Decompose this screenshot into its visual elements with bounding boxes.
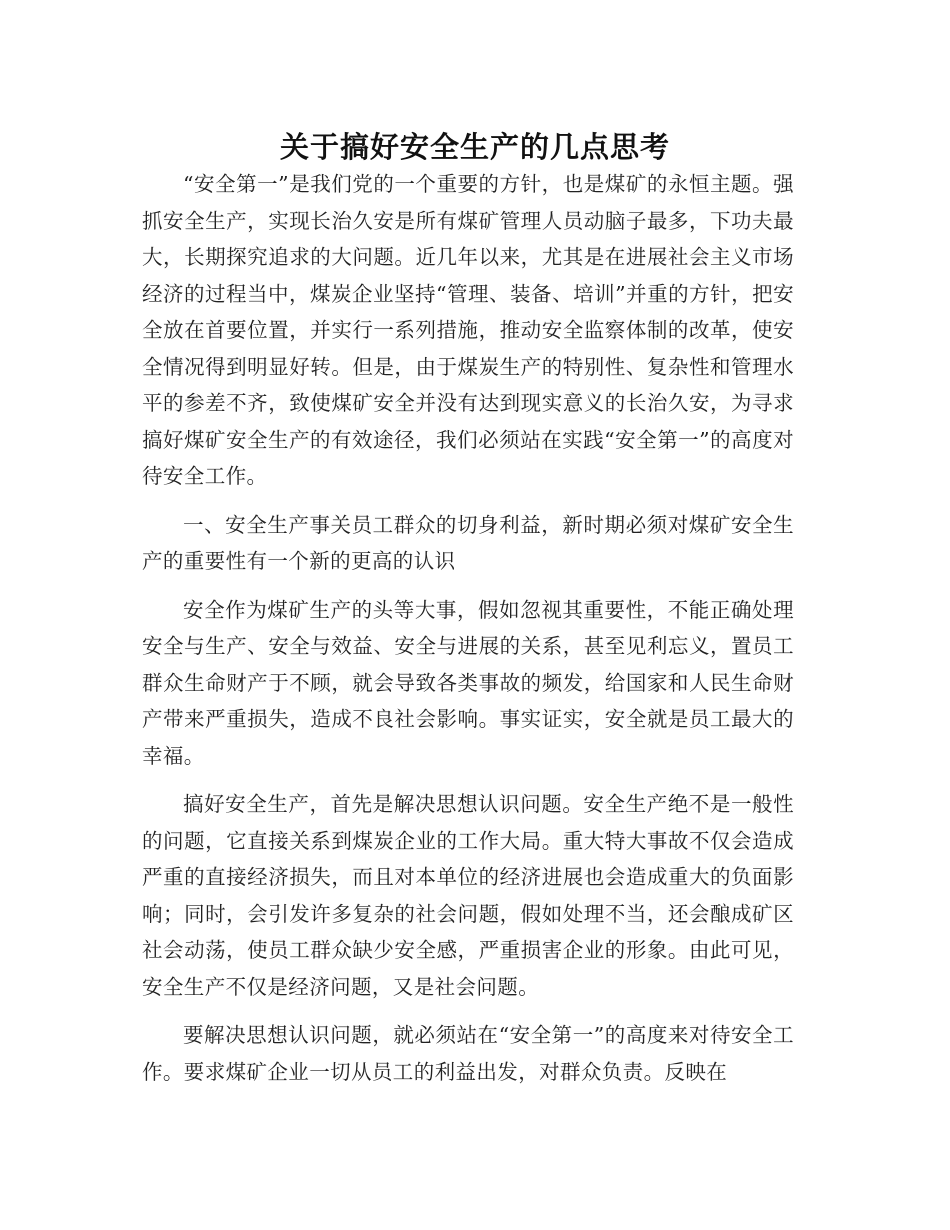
- paragraph-solution: 要解决思想认识问题，就必须站在“安全第一”的高度来对待安全工作。要求煤矿企业一切从员工的利益出发，对群众负责。反映在: [142, 1023, 794, 1084]
- document-title: 关于搞好安全生产的几点思考: [279, 130, 670, 165]
- paragraph-intro: “安全第一”是我们党的一个重要的方针，也是煤矿的永恒主题。强抓安全生产，实现长治久安是所有煤矿管理人员动脑子最多，下功夫最大，长期探究追求的大问题。近几年以来，尤其是在进展社会主义市场经济的过程当中，煤炭企业坚持“管理、装备、培训”并重的方针，把安全放在首要位置，并实行一系列措施，推动安全监察体制的改革，使安全情况得到明显好转。但是，由于煤炭生产的特别性、复杂性和管理水平的参差不齐，致使煤矿安全并没有达到现实意义的长治久安，为寻求搞好煤矿安全生产的有效途径，我们必须站在实践“安全第一”的高度对待安全工作。: [142, 172, 794, 488]
- paragraph-importance: 安全作为煤矿生产的头等大事，假如忽视其重要性，不能正确处理安全与生产、安全与效益、安全与进展的关系，甚至见利忘义，置员工群众生命财产于不顾，就会导致各类事故的频发，给国家和人民生命财产带来严重损失，造成不良社会影响。事实证实，安全就是员工最大的幸福。: [142, 597, 794, 768]
- paragraph-awareness: 搞好安全生产，首先是解决思想认识问题。安全生产绝不是一般性的问题，它直接关系到煤炭企业的工作大局。重大特大事故不仅会造成严重的直接经济损失，而且对本单位的经济进展也会造成重大的负面影响；同时，会引发许多复杂的社会问题，假如处理不当，还会酿成矿区社会动荡，使员工群众缺少安全感，严重损害企业的形象。由此可见，安全生产不仅是经济问题，又是社会问题。: [142, 792, 794, 999]
- paragraph-section-heading: 一、安全生产事关员工群众的切身利益，新时期必须对煤矿安全生产的重要性有一个新的更高的认识: [142, 512, 794, 573]
- document-body: [142, 166, 794, 1102]
